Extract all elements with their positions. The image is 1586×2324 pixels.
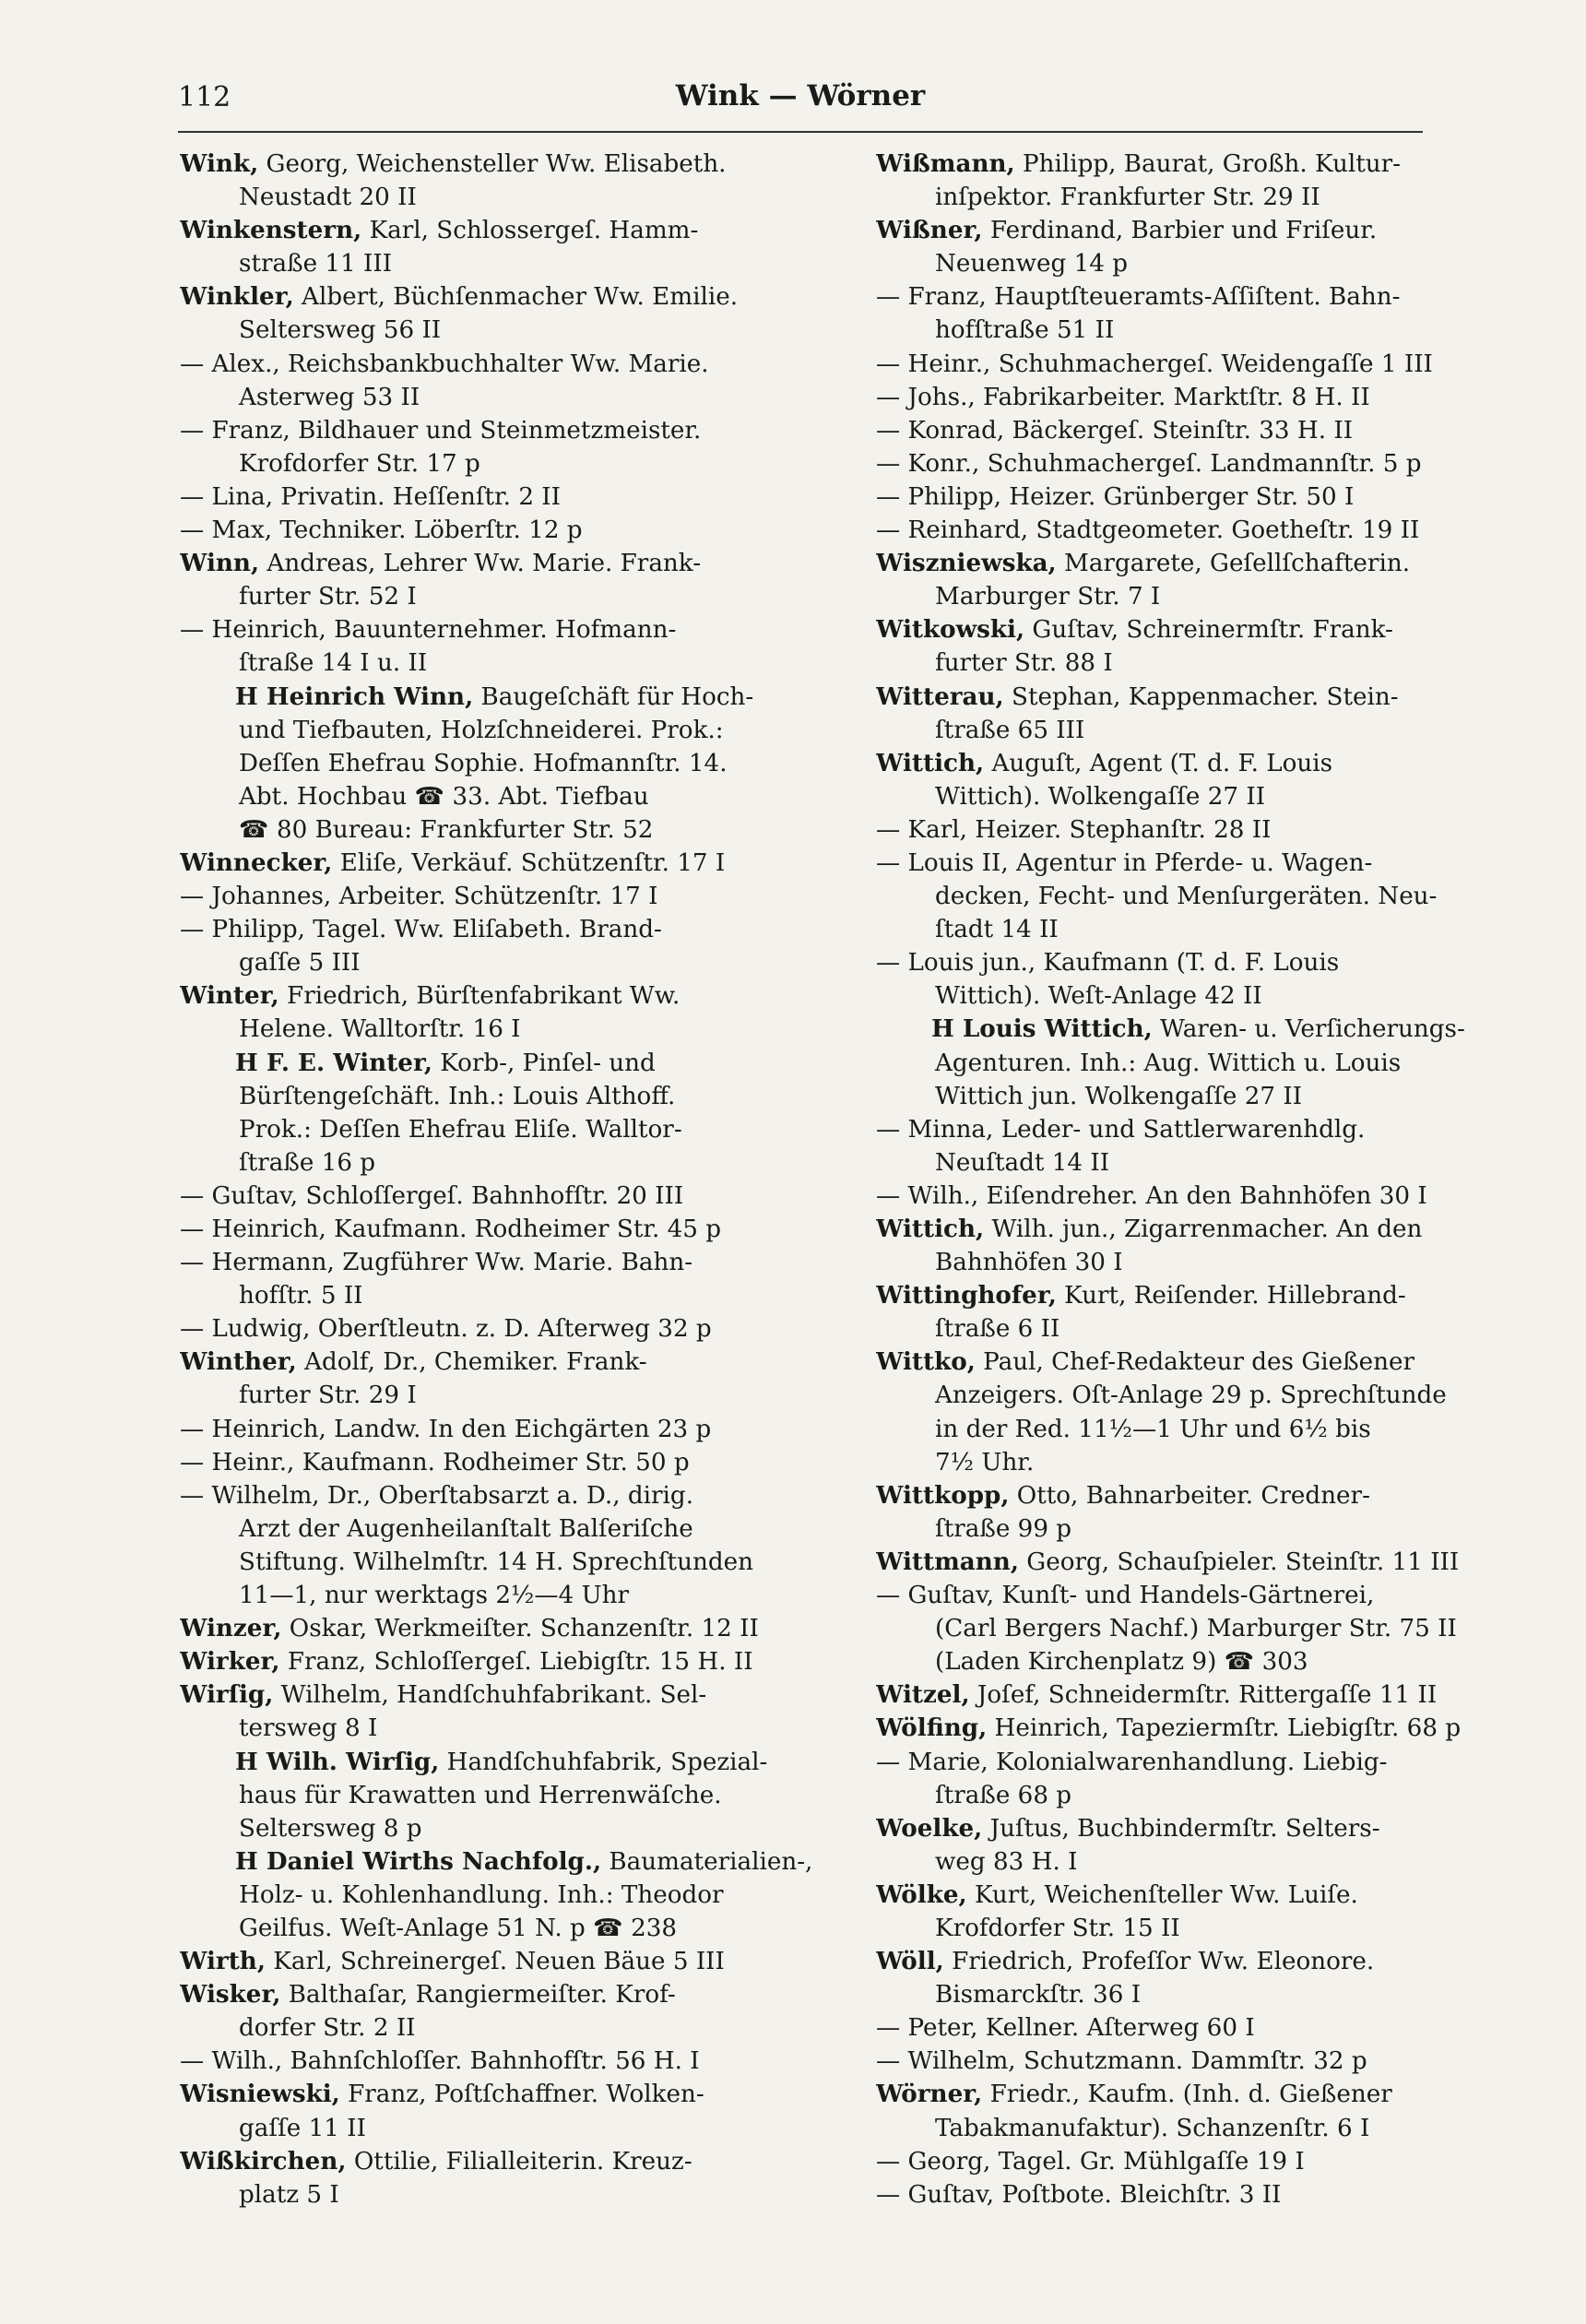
directory-line (876, 514, 1566, 547)
entry-text: dorfer Str. 2 II (239, 2014, 416, 2043)
entry-text: Stiftung. Wilhelmſtr. 14 H. Sprechſtunden (239, 1547, 753, 1576)
entry-name: Wisniewski, (180, 2080, 340, 2109)
entry-text: Franz, Poſtſchaffner. Wolken- (339, 2081, 704, 2109)
directory-line (180, 580, 870, 613)
directory-line (180, 280, 870, 314)
directory-line (876, 1113, 1566, 1146)
entry-text: tersweg 8 I (239, 1714, 378, 1743)
entry-text: Abt. Hochbau ☎ 33. Abt. Tiefbau (239, 782, 649, 811)
directory-line (876, 1879, 1566, 1912)
entry-text: Margarete, Geſellſchafterin. (1056, 550, 1411, 578)
entry-text: — Heinr., Kaufmann. Rodheimer Str. 50 p (180, 1448, 690, 1476)
entry-name: Winther, (180, 1347, 297, 1377)
entry-name: Wiszniewska, (876, 549, 1057, 578)
directory-line (180, 2178, 870, 2211)
entry-text: Wilhelm, Handſchuhfabrikant. Sel- (273, 1681, 707, 1710)
entry-text: Seltersweg 8 p (239, 1814, 422, 1843)
directory-line (876, 314, 1566, 347)
left-column (180, 148, 870, 2211)
entry-text: — Wilhelm, Schutzmann. Dammſtr. 32 p (876, 2047, 1367, 2076)
entry-name: H Daniel Wirths Nachfolg., (235, 1846, 602, 1876)
entry-text: — Philipp, Tagel. Ww. Eliſabeth. Brand- (180, 916, 662, 944)
entry-text: Stephan, Kappenmacher. Stein- (1003, 682, 1399, 711)
directory-line (180, 1047, 870, 1080)
entry-text: Auguſt, Agent (T. d. F. Louis (984, 749, 1333, 777)
directory-line (180, 447, 870, 480)
entry-name: Wißkirchen, (180, 2146, 347, 2176)
directory-line (180, 480, 870, 514)
entry-text: decken, Fecht- und Menſurgeräten. Neu- (935, 883, 1438, 911)
entry-text: Friedr., Kaufm. (Inh. d. Gießener (982, 2081, 1392, 2109)
directory-line (180, 979, 870, 1013)
directory-line (876, 847, 1566, 880)
directory-line (180, 880, 870, 913)
entry-text: Balthaſar, Rangiermeiſter. Krof- (280, 1981, 676, 2010)
directory-line (180, 2112, 870, 2145)
entry-text: Guſtav, Schreinermſtr. Frank- (1024, 616, 1393, 645)
directory-line (876, 1579, 1566, 1612)
entry-text: gaſſe 5 III (239, 949, 361, 978)
entry-name: Winzer, (180, 1614, 282, 1643)
directory-line (180, 1113, 870, 1146)
entry-name: Wölfing, (876, 1713, 988, 1743)
entry-text: — Minna, Leder- und Sattlerwarenhdlg. (876, 1115, 1366, 1144)
directory-line (876, 1546, 1566, 1579)
directory-line (876, 214, 1566, 247)
entry-text: Krofdorfer Str. 15 II (935, 1914, 1180, 1942)
directory-line (180, 646, 870, 680)
entry-text: ſtraße 68 p (935, 1781, 1072, 1809)
entry-text: — Guſtav, Schloſſergeſ. Bahnhofſtr. 20 III (180, 1181, 684, 1210)
entry-text: Otto, Bahnarbeiter. Credner- (1009, 1481, 1370, 1510)
entry-text: ☎ 80 Bureau: Frankfurter Str. 52 (239, 815, 654, 844)
entry-name: Wißner, (876, 216, 983, 245)
directory-line (876, 1446, 1566, 1479)
entry-text: — Ludwig, Oberſtleutn. z. D. Aſterweg 32 p (180, 1315, 712, 1344)
directory-line (876, 2112, 1566, 2145)
directory-line (876, 1945, 1566, 1978)
directory-line (876, 1013, 1566, 1046)
directory-line (876, 381, 1566, 414)
entry-name: Wörner, (876, 2080, 983, 2109)
directory-line (876, 1213, 1566, 1246)
entry-text: Agenturen. Inh.: Aug. Wittich u. Louis (935, 1049, 1402, 1077)
entry-name: H Louis Wittich, (931, 1014, 1153, 1044)
directory-line (876, 447, 1566, 480)
entry-text: Anzeigers. Oſt-Anlage 29 p. Sprechſtunde (935, 1381, 1447, 1410)
directory-line (876, 979, 1566, 1013)
directory-line (180, 514, 870, 547)
entry-text: Wittich). Wolkengaſſe 27 II (935, 782, 1266, 811)
directory-line (180, 813, 870, 847)
directory-line (180, 1413, 870, 1446)
directory-line (876, 1645, 1566, 1678)
entry-text: — Heinr., Schuhmachergeſ. Weidengaſſe 1 III (876, 350, 1433, 378)
directory-line (876, 1279, 1566, 1312)
entry-text: Philipp, Baurat, Großh. Kultur- (1014, 150, 1402, 178)
entry-text: (Laden Kirchenplatz 9) ☎ 303 (935, 1648, 1308, 1677)
directory-line (876, 1346, 1566, 1379)
page-header (178, 79, 1423, 133)
directory-line (876, 613, 1566, 646)
entry-name: Witzel, (876, 1680, 970, 1710)
entry-text: Waren- u. Verſicherungs- (1152, 1015, 1465, 1044)
entry-text: Krofdorfer Str. 17 p (239, 449, 480, 478)
directory-line (876, 913, 1566, 946)
entry-text: weg 83 H. I (935, 1847, 1078, 1876)
entry-text: Baumaterialien-, (601, 1847, 813, 1876)
entry-text: Karl, Schreinergeſ. Neuen Bäue 5 III (265, 1948, 725, 1976)
entry-text: Georg, Weichensteller Ww. Elisabeth. (258, 150, 727, 178)
entry-text: Neustadt 20 II (239, 184, 417, 212)
directory-line (876, 1779, 1566, 1812)
directory-line (876, 2045, 1566, 2078)
directory-line (876, 1845, 1566, 1879)
entry-name: Woelke, (876, 1813, 983, 1843)
directory-line (876, 1080, 1566, 1113)
entry-name: Wölke, (876, 1879, 967, 1909)
directory-line (876, 1146, 1566, 1180)
directory-line (180, 1579, 870, 1612)
entry-text: Korb-, Pinſel- und (432, 1049, 656, 1077)
entry-text: Ferdinand, Barbier und Friſeur. (982, 217, 1378, 245)
directory-line (180, 913, 870, 946)
entry-text: Kurt, Reiſender. Hillebrand- (1056, 1282, 1406, 1310)
entry-name: Witterau, (876, 682, 1004, 711)
directory-line (180, 1246, 870, 1279)
directory-line (876, 2078, 1566, 2111)
directory-line (876, 681, 1566, 714)
directory-line (180, 2045, 870, 2078)
directory-line (876, 1678, 1566, 1712)
entry-text: — Johannes, Arbeiter. Schützenſtr. 17 I (180, 883, 658, 911)
entry-text: — Johs., Fabrikarbeiter. Marktſtr. 8 H. II (876, 383, 1370, 411)
entry-text: ſtadt 14 II (935, 916, 1059, 944)
entry-name: Wittich, (876, 748, 985, 777)
directory-line (876, 1978, 1566, 2011)
entry-text: Franz, Schloſſergeſ. Liebigſtr. 15 H. II (279, 1648, 753, 1677)
entry-text: Albert, Büchſenmacher Ww. Emilie. (293, 283, 739, 312)
entry-text: Helene. Walltorſtr. 16 I (239, 1015, 521, 1044)
entry-text: — Karl, Heizer. Stephanſtr. 28 II (876, 815, 1272, 844)
entry-text: — Guſtav, Poſtbote. Bleichſtr. 3 II (876, 2180, 1282, 2209)
directory-line (180, 1879, 870, 1912)
directory-line (876, 181, 1566, 214)
directory-line (180, 148, 870, 181)
entry-text: ſtraße 14 I u. II (239, 649, 428, 678)
entry-text: und Tiefbauten, Holzſchneiderei. Prok.: (239, 716, 724, 744)
directory-line (876, 880, 1566, 913)
entry-text: Neuſtadt 14 II (935, 1148, 1110, 1177)
running-head: Wink — Wörner (675, 79, 926, 113)
directory-line (876, 2178, 1566, 2211)
directory-line (180, 613, 870, 646)
directory-line (876, 714, 1566, 747)
directory-line (180, 1678, 870, 1712)
directory-line (180, 1312, 870, 1346)
directory-line (180, 1446, 870, 1479)
entry-text: Neuenweg 14 p (935, 250, 1129, 279)
directory-line (876, 247, 1566, 280)
directory-line (180, 1812, 870, 1845)
entry-text: — Franz, Bildhauer und Steinmetzmeister. (180, 416, 702, 445)
entry-text: — Louis jun., Kaufmann (T. d. F. Louis (876, 949, 1340, 978)
directory-line (180, 247, 870, 280)
directory-line (180, 348, 870, 381)
directory-line (876, 1180, 1566, 1213)
entry-text: 7½ Uhr. (935, 1448, 1035, 1476)
entry-name: Winkler, (180, 282, 294, 312)
directory-line (876, 2011, 1566, 2045)
entry-text: — Reinhard, Stadtgeometer. Goetheſtr. 19 II (876, 516, 1420, 545)
entry-text: Holz- u. Kohlenhandlung. Inh.: Theodor (239, 1880, 724, 1909)
directory-line (180, 1080, 870, 1113)
entry-text: ſtraße 99 p (935, 1514, 1072, 1543)
directory-line (876, 414, 1566, 447)
entry-text: Adolf, Dr., Chemiker. Frank- (296, 1348, 647, 1377)
directory-line (180, 780, 870, 813)
directory-line (180, 1346, 870, 1379)
entry-text: Friedrich, Bürſtenfabrikant Ww. (278, 982, 681, 1011)
directory-line (876, 1246, 1566, 1279)
entry-name: Winter, (180, 981, 279, 1011)
directory-line (876, 1812, 1566, 1845)
page-number: 112 (178, 81, 231, 113)
directory-line (876, 1612, 1566, 1645)
entry-name: Wißmann, (876, 149, 1015, 178)
directory-line (180, 1279, 870, 1312)
entry-text: — Heinrich, Kaufmann. Rodheimer Str. 45 p (180, 1215, 722, 1243)
directory-line (180, 1013, 870, 1046)
directory-line (876, 280, 1566, 314)
entry-text: inſpektor. Frankfurter Str. 29 II (935, 184, 1320, 212)
entry-name: Wirſig, (180, 1680, 274, 1710)
entry-text: furter Str. 52 I (239, 583, 417, 611)
entry-name: Wink, (180, 149, 259, 178)
entry-text: Friedrich, Profeſſor Ww. Eleonore. (943, 1948, 1375, 1976)
directory-line (180, 1945, 870, 1978)
entry-text: — Heinrich, Bauunternehmer. Hofmann- (180, 616, 677, 645)
directory-line (180, 381, 870, 414)
entry-text: Wittich). Weſt-Anlage 42 II (935, 982, 1262, 1011)
entry-name: Wisker, (180, 1980, 281, 2010)
entry-text: — Heinrich, Landw. In den Eichgärten 23 p (180, 1415, 712, 1443)
directory-line (180, 1978, 870, 2011)
entry-text: Ottilie, Filialleiterin. Kreuz- (346, 2147, 692, 2176)
entry-text: furter Str. 88 I (935, 649, 1113, 678)
directory-line (180, 1712, 870, 1745)
entry-text: Karl, Schlossergeſ. Hamm- (361, 217, 699, 245)
entry-text: — Guſtav, Kunſt- und Handels-Gärtnerei, (876, 1582, 1375, 1610)
entry-text: — Peter, Kellner. Aſterweg 60 I (876, 2014, 1255, 2043)
entry-name: Wittich, (876, 1215, 985, 1243)
entry-text: Prok.: Deſſen Ehefrau Eliſe. Walltor- (239, 1115, 682, 1144)
entry-text: — Georg, Tagel. Gr. Mühlgaſſe 19 I (876, 2147, 1305, 2176)
entry-text: haus für Krawatten und Herrenwäſche. (239, 1781, 722, 1809)
entry-text: Marburger Str. 7 I (935, 583, 1161, 611)
entry-name: Winnecker, (180, 848, 333, 877)
directory-line (876, 580, 1566, 613)
entry-name: H Heinrich Winn, (235, 682, 474, 711)
directory-line (180, 2011, 870, 2045)
entry-text: hofſtraße 51 II (935, 316, 1115, 345)
entry-text: Asterweg 53 II (239, 383, 420, 411)
entry-text: Bahnhöfen 30 I (935, 1249, 1123, 1277)
entry-text: — Konrad, Bäckergeſ. Steinſtr. 33 H. II (876, 416, 1354, 445)
directory-line (180, 1845, 870, 1879)
directory-line (876, 646, 1566, 680)
entry-text: ſtraße 65 III (935, 716, 1085, 744)
entry-text: — Max, Techniker. Löberſtr. 12 p (180, 516, 583, 545)
entry-text: Heinrich, Tapeziermſtr. Liebigſtr. 68 p (987, 1714, 1462, 1743)
entry-name: H F. E. Winter, (235, 1048, 432, 1077)
entry-name: H Wilh. Wirſig, (235, 1747, 440, 1776)
entry-text: — Philipp, Heizer. Grünberger Str. 50 I (876, 482, 1355, 511)
entry-text: — Wilhelm, Dr., Oberſtabsarzt a. D., dirig. (180, 1481, 694, 1510)
directory-line (180, 414, 870, 447)
directory-line (876, 1512, 1566, 1546)
directory-line (876, 1712, 1566, 1745)
entry-text: ſtraße 16 p (239, 1148, 376, 1177)
directory-line (180, 681, 870, 714)
entry-name: Wirth, (180, 1947, 266, 1976)
entry-text: platz 5 I (239, 2180, 339, 2209)
directory-line (876, 1047, 1566, 1080)
entry-name: Wittkopp, (876, 1480, 1010, 1510)
entry-text: Bismarckſtr. 36 I (935, 1981, 1142, 2010)
entry-text: Oskar, Werkmeiſter. Schanzenſtr. 12 II (281, 1615, 759, 1643)
entry-text: Andreas, Lehrer Ww. Marie. Frank- (259, 550, 702, 578)
entry-text: Seltersweg 56 II (239, 316, 442, 345)
entry-text: Joſef, Schneidermſtr. Rittergaſſe 11 II (969, 1681, 1438, 1710)
right-column (876, 148, 1566, 2211)
directory-line (876, 813, 1566, 847)
entry-text: Geilfus. Weſt-Anlage 51 N. p ☎ 238 (239, 1914, 678, 1942)
entry-text: — Marie, Kolonialwarenhandlung. Liebig- (876, 1748, 1388, 1776)
directory-line (180, 1645, 870, 1678)
directory-line (876, 1312, 1566, 1346)
directory-line (180, 1146, 870, 1180)
entry-name: Wittmann, (876, 1547, 1019, 1576)
directory-line (180, 314, 870, 347)
entry-text: Bürſtengeſchäft. Inh.: Louis Althoff. (239, 1082, 676, 1110)
entry-text: Wittich jun. Wolkengaſſe 27 II (935, 1082, 1303, 1110)
entry-name: Winkenstern, (180, 216, 362, 245)
entry-text: 11—1, nur werktags 2½—4 Uhr (239, 1582, 630, 1610)
directory-line (180, 214, 870, 247)
entry-text: straße 11 III (239, 250, 393, 279)
entry-text: — Franz, Hauptſteueramts-Aſſiſtent. Bahn- (876, 283, 1401, 312)
entry-name: Wittko, (876, 1347, 976, 1377)
directory-line (876, 348, 1566, 381)
directory-line (876, 1379, 1566, 1412)
directory-line (876, 1479, 1566, 1512)
directory-line (876, 2145, 1566, 2178)
directory-line (180, 547, 870, 580)
directory-line (180, 1213, 870, 1246)
directory-line (180, 1379, 870, 1412)
directory-line (876, 547, 1566, 580)
directory-line (876, 1912, 1566, 1945)
directory-line (180, 2078, 870, 2111)
entry-text: (Carl Bergers Nachf.) Marburger Str. 75 II (935, 1615, 1457, 1643)
entry-text: gaſſe 11 II (239, 2114, 366, 2142)
entry-text: Tabakmanufaktur). Schanzenſtr. 6 I (935, 2114, 1370, 2142)
directory-line (876, 1746, 1566, 1779)
directory-line (180, 1912, 870, 1945)
entry-text: Deſſen Ehefrau Sophie. Hofmannſtr. 14. (239, 749, 728, 777)
entry-name: Wirker, (180, 1647, 280, 1677)
entry-text: Wilh. jun., Zigarrenmacher. An den (984, 1215, 1423, 1243)
entry-text: ſtraße 6 II (935, 1315, 1060, 1344)
directory-line (180, 1746, 870, 1779)
directory-line (876, 946, 1566, 979)
directory-line (180, 1180, 870, 1213)
entry-text: — Alex., Reichsbankbuchhalter Ww. Marie. (180, 350, 709, 378)
entry-text: hofſtr. 5 II (239, 1282, 363, 1310)
directory-line (876, 780, 1566, 813)
directory-line (180, 747, 870, 780)
directory-line (180, 1546, 870, 1579)
entry-text: Arzt der Augenheilanſtalt Balſeriſche (239, 1514, 693, 1543)
entry-text: Handſchuhfabrik, Spezial- (439, 1748, 768, 1776)
entry-text: Georg, Schauſpieler. Steinſtr. 11 III (1018, 1547, 1460, 1576)
entry-name: Wöll, (876, 1947, 944, 1976)
entry-text: in der Red. 11½—1 Uhr und 6½ bis (935, 1415, 1371, 1443)
directory-line (180, 181, 870, 214)
entry-text: Paul, Chef-Redakteur des Gießener (975, 1348, 1414, 1377)
entry-name: Witkowski, (876, 615, 1025, 645)
entry-text: — Wilh., Bahnſchloſſer. Bahnhofſtr. 56 H. I (180, 2047, 700, 2076)
entry-text: — Konr., Schuhmachergeſ. Landmannſtr. 5 p (876, 449, 1422, 478)
entry-text: Eliſe, Verkäuf. Schützenſtr. 17 I (332, 848, 726, 877)
directory-line (180, 2145, 870, 2178)
entry-text: — Hermann, Zugführer Ww. Marie. Bahn- (180, 1249, 693, 1277)
entry-text: — Lina, Privatin. Heſſenſtr. 2 II (180, 482, 562, 511)
entry-text: Kurt, Weichenſteller Ww. Luiſe. (966, 1880, 1358, 1909)
entry-text: Baugeſchäft für Hoch- (473, 682, 754, 711)
directory-line (876, 480, 1566, 514)
directory-line (180, 1612, 870, 1645)
entry-name: Wittinghofer, (876, 1281, 1057, 1310)
entry-text: furter Str. 29 I (239, 1381, 417, 1410)
directory-line (180, 714, 870, 747)
directory-line (180, 946, 870, 979)
entry-name: Winn, (180, 549, 260, 578)
directory-line (180, 847, 870, 880)
directory-line (180, 1512, 870, 1546)
directory-line (876, 747, 1566, 780)
entry-text: — Wilh., Eiſendreher. An den Bahnhöfen 30 I (876, 1181, 1427, 1210)
directory-line (876, 1413, 1566, 1446)
directory-line (180, 1479, 870, 1512)
directory-line (180, 1779, 870, 1812)
entry-text: — Louis II, Agentur in Pferde- u. Wagen- (876, 848, 1373, 877)
directory-line (876, 148, 1566, 181)
entry-text: Juſtus, Buchbindermſtr. Selters- (982, 1814, 1380, 1843)
